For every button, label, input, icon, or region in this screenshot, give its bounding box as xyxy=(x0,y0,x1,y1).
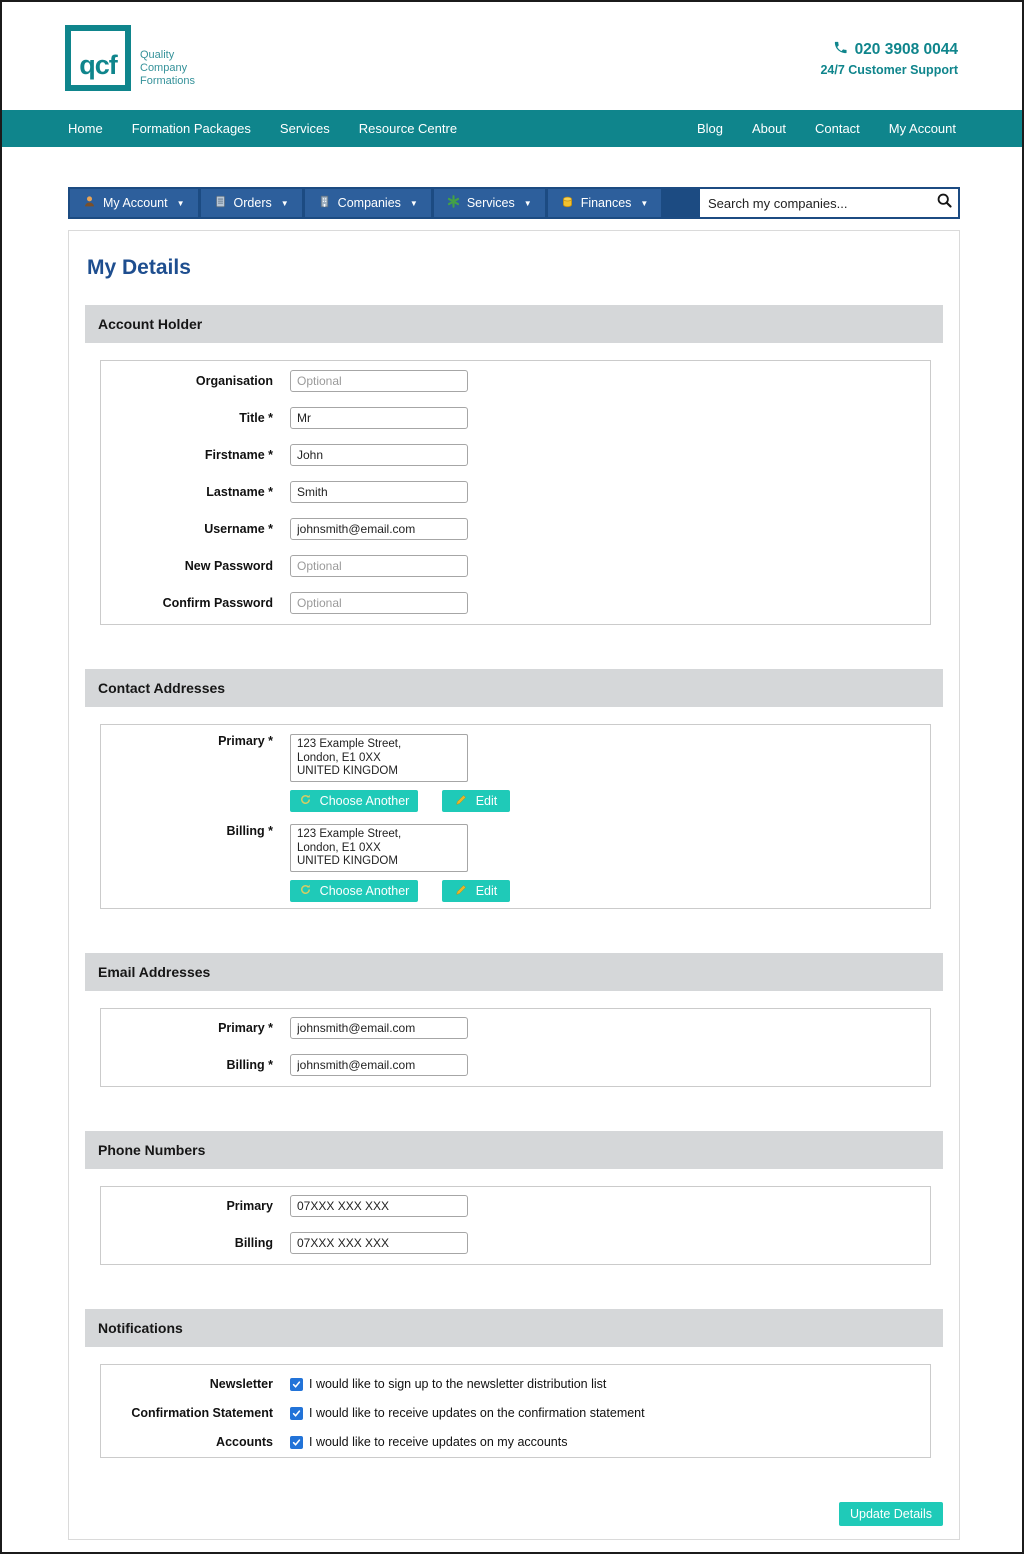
edit-billing-button[interactable] xyxy=(442,880,510,902)
firstname-label: Firstname * xyxy=(204,448,273,462)
account-toolbar-tabs xyxy=(70,189,661,217)
primary-address-label: Primary * xyxy=(218,734,273,748)
form-row-lastname xyxy=(101,481,930,503)
main-nav xyxy=(2,110,1022,147)
nav-resource-centre[interactable]: Resource Centre xyxy=(358,121,458,136)
newsletter-text: I would like to sign up to the newsletter distribution list xyxy=(309,1377,607,1391)
site-header xyxy=(2,2,1022,110)
billing-phone-label: Billing xyxy=(234,1236,273,1250)
accounts-checkbox[interactable] xyxy=(290,1436,303,1449)
confirm-password-input[interactable] xyxy=(290,592,468,614)
tab-companies[interactable] xyxy=(305,189,431,217)
primary-address-group xyxy=(101,734,930,812)
nav-my-account[interactable]: My Account xyxy=(888,121,956,136)
account-toolbar xyxy=(68,187,960,219)
new-password-label: New Password xyxy=(184,559,273,573)
logo-wordmark xyxy=(140,49,195,88)
tab-orders[interactable] xyxy=(201,189,302,217)
tab-finances[interactable] xyxy=(548,189,662,217)
email-addresses-panel xyxy=(100,1008,931,1087)
primary-phone-input[interactable] xyxy=(290,1195,468,1217)
nav-blog[interactable]: Blog xyxy=(696,121,723,136)
tab-services[interactable] xyxy=(434,189,545,217)
form-row-primary-phone xyxy=(101,1195,930,1217)
billing-phone-input[interactable] xyxy=(290,1232,468,1254)
edit-primary-button[interactable] xyxy=(442,790,510,812)
refresh-icon xyxy=(299,883,312,899)
form-row-firstname xyxy=(101,444,930,466)
company-search xyxy=(700,189,958,217)
search-icon[interactable] xyxy=(936,192,953,214)
primary-address-textarea[interactable] xyxy=(290,734,468,782)
form-row-title xyxy=(101,407,930,429)
form-row-primary-address xyxy=(101,734,930,782)
refresh-icon xyxy=(299,793,312,809)
form-row-confirm-password xyxy=(101,592,930,614)
form-row-accounts xyxy=(101,1435,930,1449)
main-nav-left xyxy=(68,121,457,136)
card-actions xyxy=(85,1502,943,1526)
newsletter-checkbox[interactable] xyxy=(290,1378,303,1391)
tab-my-account[interactable] xyxy=(70,189,198,217)
new-password-input[interactable] xyxy=(290,555,468,577)
confirmation-statement-checkbox[interactable] xyxy=(290,1407,303,1420)
form-row-billing-address xyxy=(101,824,930,872)
contact-addresses-panel xyxy=(100,724,931,909)
chevron-down-icon: ▼ xyxy=(409,198,418,208)
orders-icon xyxy=(214,195,227,211)
form-row-newsletter xyxy=(101,1377,930,1391)
my-details-card xyxy=(68,230,960,1540)
pencil-icon xyxy=(455,883,468,899)
services-icon xyxy=(447,195,460,211)
section-header-notifications: Notifications xyxy=(85,1309,943,1347)
form-row-new-password xyxy=(101,555,930,577)
billing-address-buttons xyxy=(290,880,930,902)
nav-about[interactable]: About xyxy=(752,121,786,136)
chevron-down-icon: ▼ xyxy=(523,198,532,208)
qcf-logo-mark[interactable] xyxy=(65,25,131,91)
form-row-primary-email xyxy=(101,1017,930,1039)
section-header-email-addresses: Email Addresses xyxy=(85,953,943,991)
accounts-text: I would like to receive updates on my accounts xyxy=(309,1435,568,1449)
chevron-down-icon: ▼ xyxy=(176,198,185,208)
organisation-input[interactable] xyxy=(290,370,468,392)
accounts-label: Accounts xyxy=(216,1435,273,1449)
logo-word-1: Quality xyxy=(140,49,175,61)
tab-label: Companies xyxy=(337,196,401,210)
account-holder-panel xyxy=(100,360,931,625)
building-icon xyxy=(318,195,331,211)
phone-number: 020 3908 0044 xyxy=(854,40,958,58)
phone-numbers-panel xyxy=(100,1186,931,1265)
person-icon xyxy=(83,195,96,211)
primary-email-label: Primary * xyxy=(218,1021,273,1035)
choose-another-primary-button[interactable] xyxy=(290,790,418,812)
tab-label: Services xyxy=(466,196,515,210)
primary-email-input[interactable] xyxy=(290,1017,468,1039)
tab-label: Orders xyxy=(233,196,272,210)
choose-another-label: Choose Another xyxy=(319,794,410,808)
tab-label: My Account xyxy=(103,196,168,210)
support-block xyxy=(820,40,958,77)
title-label: Title * xyxy=(239,411,273,425)
phone-icon xyxy=(833,40,848,60)
primary-phone-label: Primary xyxy=(226,1199,273,1213)
main-nav-right xyxy=(697,121,956,136)
update-details-button[interactable]: Update Details xyxy=(839,1502,943,1526)
choose-another-billing-button[interactable] xyxy=(290,880,418,902)
search-input[interactable] xyxy=(700,196,936,211)
finances-icon xyxy=(561,195,574,211)
title-input[interactable] xyxy=(290,407,468,429)
support-text: 24/7 Customer Support xyxy=(820,62,958,77)
billing-email-input[interactable] xyxy=(290,1054,468,1076)
lastname-input[interactable] xyxy=(290,481,468,503)
edit-label: Edit xyxy=(475,794,498,808)
logo-abbr: qcf xyxy=(79,50,117,80)
form-row-organisation xyxy=(101,370,930,392)
lastname-label: Lastname * xyxy=(206,485,273,499)
primary-address-buttons xyxy=(290,790,930,812)
tab-label: Finances xyxy=(580,196,632,210)
edit-label: Edit xyxy=(475,884,498,898)
firstname-input[interactable] xyxy=(290,444,468,466)
nav-formation-packages[interactable]: Formation Packages xyxy=(131,121,251,136)
organisation-label: Organisation xyxy=(195,374,273,388)
billing-address-textarea[interactable] xyxy=(290,824,468,872)
notifications-panel xyxy=(100,1364,931,1458)
pencil-icon xyxy=(455,793,468,809)
section-header-contact-addresses: Contact Addresses xyxy=(85,669,943,707)
form-row-billing-email xyxy=(101,1054,930,1076)
page-title: My Details xyxy=(87,256,191,279)
newsletter-label: Newsletter xyxy=(209,1377,273,1391)
section-header-account-holder: Account Holder xyxy=(85,305,943,343)
form-row-confirmation-statement xyxy=(101,1406,930,1420)
confirm-password-label: Confirm Password xyxy=(162,596,273,610)
form-row-username xyxy=(101,518,930,540)
choose-another-label: Choose Another xyxy=(319,884,410,898)
section-header-phone-numbers: Phone Numbers xyxy=(85,1131,943,1169)
username-label: Username * xyxy=(204,522,273,536)
confirmation-statement-text: I would like to receive updates on the confirmation statement xyxy=(309,1406,645,1420)
username-input[interactable] xyxy=(290,518,468,540)
chevron-down-icon: ▼ xyxy=(280,198,289,208)
billing-email-label: Billing * xyxy=(226,1058,273,1072)
nav-home[interactable]: Home xyxy=(68,121,103,136)
phone-line[interactable] xyxy=(820,40,958,60)
confirmation-statement-label: Confirmation Statement xyxy=(131,1406,273,1420)
chevron-down-icon: ▼ xyxy=(640,198,649,208)
nav-services[interactable]: Services xyxy=(279,121,330,136)
logo-word-2: Company xyxy=(140,62,188,74)
billing-address-label: Billing * xyxy=(226,824,273,838)
billing-address-group xyxy=(101,824,930,902)
nav-contact[interactable]: Contact xyxy=(814,121,860,136)
form-row-billing-phone xyxy=(101,1232,930,1254)
logo-word-3: Formations xyxy=(140,75,196,87)
logo[interactable] xyxy=(65,25,195,91)
